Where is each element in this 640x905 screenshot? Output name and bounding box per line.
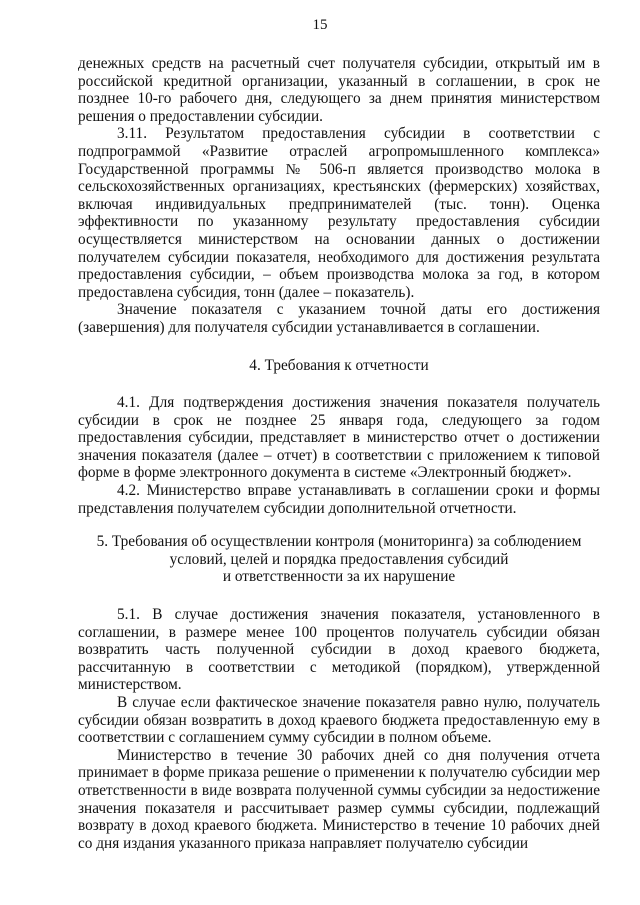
section-5-heading: [78, 533, 600, 586]
spacer: [78, 337, 600, 357]
continuation-paragraph: денежных средств на расчетный счет получателя субсидии, открытый им в российской кредитной организации, указанный в соглашении, в срок не позднее 10-го рабочего дня, следующего за днем принятия министерством решения о предоставлении субсидии.: [78, 55, 600, 125]
document-body: [78, 55, 600, 852]
paragraph-4-1: 4.1. Для подтверждения достижения значения показателя получатель субсидии в срок не позднее 25 января года, следующего за годом предоставления субсидии, представляет в министерство отчет о достижении значения показателя (далее – отчет) в соответствии с приложением к типовой форме в форме электронного документа в системе «Электронный бюджет».: [78, 394, 600, 482]
paragraph-5-1: 5.1. В случае достижения значения показателя, установленного в соглашении, в размере менее 100 процентов получатель субсидии обязан возвратить часть полученной субсидии в доход краевого бюджета, рассчитанную в соответствии с методикой (порядком), утвержденной министерством.: [78, 606, 600, 694]
section-5-heading-line-2: условий, целей и порядка предоставления субсидий: [169, 550, 509, 568]
section-5-heading-line-1: 5. Требования об осуществлении контроля (мониторинга) за соблюдением: [96, 533, 582, 551]
spacer: [78, 374, 600, 394]
spacer: [78, 586, 600, 606]
page-number: 15: [312, 17, 328, 33]
paragraph-3-11: 3.11. Результатом предоставления субсидии в соответствии с подпрограммой «Развитие отраслей агропромышленного комплекса» Государственной программы № 506-п является производство молока в сельскохозяйственных организациях, крестьянских (фермерских) хозяйствах, включая индивидуальных предпринимателей (тыс. тонн). Оценка эффективности по указанному результату предоставления субсидии осуществляется министерством на основании данных о достижении получателем субсидии показателя, необходимого для достижения результата предоставления субсидии, – объем производства молока за год, в котором предоставлена субсидия, тонн (далее – показатель).: [78, 125, 600, 301]
section-4-heading: 4. Требования к отчетности: [249, 356, 429, 374]
indicator-paragraph: Значение показателя с указанием точной даты его достижения (завершения) для получателя субсидии устанавливается в соглашении.: [78, 301, 600, 336]
zero-indicator-paragraph: В случае если фактическое значение показателя равно нулю, получатель субсидии обязан возвратить в доход краевого бюджета предоставленную ему в соответствии с соглашением сумму субсидии в полном объеме.: [78, 694, 600, 747]
ministry-decision-paragraph: Министерство в течение 30 рабочих дней со дня получения отчета принимает в форме приказа решение о применении к получателю субсидии мер ответственности в виде возврата полученной суммы субсидии за недостижение значения показателя и рассчитывает размер суммы субсидии, подлежащий возврату в доход краевого бюджета. Министерство в течение 10 рабочих дней со дня издания указанного приказа направляет получателю субсидии: [78, 746, 600, 852]
section-5-heading-line-3: и ответственности за их нарушение: [222, 568, 456, 586]
spacer: [78, 517, 600, 533]
paragraph-4-2: 4.2. Министерство вправе устанавливать в соглашении сроки и формы представления получателем субсидии дополнительной отчетности.: [78, 482, 600, 517]
